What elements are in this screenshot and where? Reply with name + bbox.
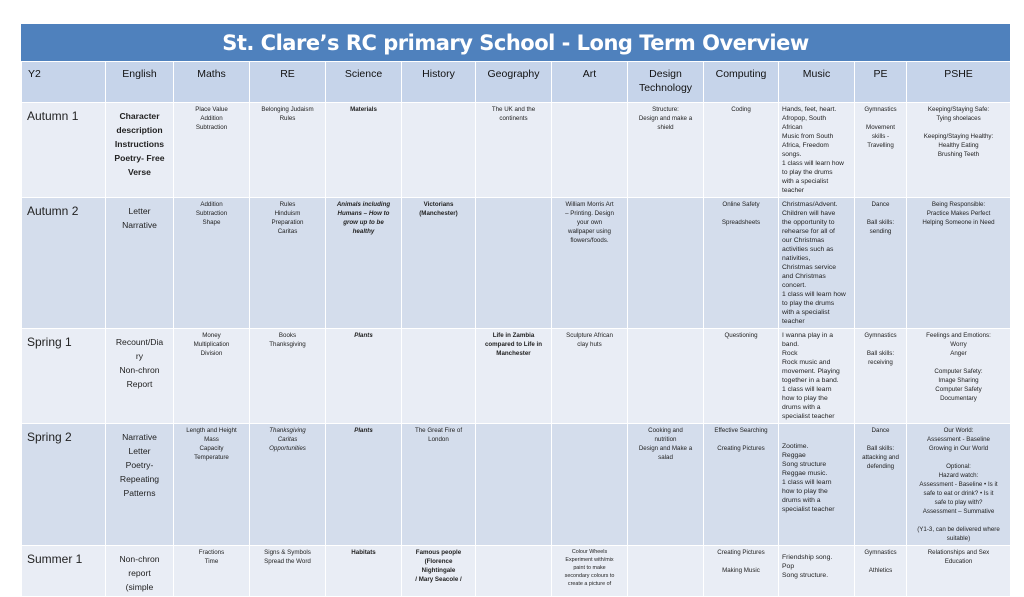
cell-history: Famous people (Florence Nightingale / Mary Seacole / bbox=[402, 546, 476, 597]
cell-geography bbox=[476, 198, 552, 329]
cell-design-technology bbox=[628, 546, 704, 597]
cell-pshe: Being Responsible: Practice Makes Perfect Helping Someone in Need bbox=[907, 198, 1011, 329]
header-art: Art bbox=[552, 62, 628, 103]
table-row bbox=[22, 329, 1011, 424]
cell-science: Plants bbox=[326, 424, 402, 546]
cell-art bbox=[552, 424, 628, 546]
cell-pshe: Keeping/Staying Safe: Tying shoelaces Keeping/Staying Healthy: Healthy Eating Brushing Teeth bbox=[907, 103, 1011, 198]
cell-design-technology: Structure: Design and make a shield bbox=[628, 103, 704, 198]
cell-english: Letter Narrative bbox=[106, 198, 174, 329]
cell-english: Narrative Letter Poetry- Repeating Patterns bbox=[106, 424, 174, 546]
cell-design-technology bbox=[628, 329, 704, 424]
cell-computing: Effective Searching Creating Pictures bbox=[704, 424, 779, 546]
header-music: Music bbox=[779, 62, 855, 103]
cell-design-technology bbox=[628, 198, 704, 329]
cell-art: Colour Wheels Experiment with/mix paint to make secondary colours to create a picture of bbox=[552, 546, 628, 597]
cell-geography bbox=[476, 546, 552, 597]
table-row bbox=[22, 103, 1011, 198]
cell-design-technology: Cooking and nutrition Design and Make a salad bbox=[628, 424, 704, 546]
cell-art bbox=[552, 103, 628, 198]
cell-pe: Gymnastics Athletics bbox=[855, 546, 907, 597]
cell-music: Friendship song. Pop Song structure. bbox=[779, 546, 855, 597]
term-label: Spring 1 bbox=[22, 329, 106, 424]
term-label: Autumn 2 bbox=[22, 198, 106, 329]
term-label: Summer 1 bbox=[22, 546, 106, 597]
cell-re: Rules Hinduism Preparation Caritas bbox=[250, 198, 326, 329]
cell-computing: Online Safety Spreadsheets bbox=[704, 198, 779, 329]
cell-english: Character description Instructions Poetry- Free Verse bbox=[106, 103, 174, 198]
cell-maths: Length and Height Mass Capacity Temperature bbox=[174, 424, 250, 546]
cell-art: William Morris Art – Printing. Design your own wallpaper using flowers/foods. bbox=[552, 198, 628, 329]
header-english: English bbox=[106, 62, 174, 103]
header-geography: Geography bbox=[476, 62, 552, 103]
cell-pe: Dance Ball skills: sending bbox=[855, 198, 907, 329]
term-label: Autumn 1 bbox=[22, 103, 106, 198]
cell-science: Animals including Humans – How to grow up to be healthy bbox=[326, 198, 402, 329]
table-row bbox=[22, 546, 1011, 597]
year-label: Y2 bbox=[22, 62, 106, 103]
page-title: St. Clare’s RC primary School - Long Term Overview bbox=[21, 24, 1010, 61]
cell-english: Non-chron report (simple bbox=[106, 546, 174, 597]
cell-art: Sculpture African clay huts bbox=[552, 329, 628, 424]
table-row bbox=[22, 198, 1011, 329]
cell-pshe: Relationships and Sex Education bbox=[907, 546, 1011, 597]
cell-history: Victorians (Manchester) bbox=[402, 198, 476, 329]
cell-science: Habitats bbox=[326, 546, 402, 597]
cell-history bbox=[402, 103, 476, 198]
cell-music: Hands, feet, heart. Afropop, South African Music from South Africa, Freedom songs. 1 class will learn how to play the drums with a specialist teacher bbox=[779, 103, 855, 198]
header-pshe: PSHE bbox=[907, 62, 1011, 103]
overview-table bbox=[21, 61, 1011, 597]
cell-english: Recount/Dia ry Non-chron Report bbox=[106, 329, 174, 424]
header-maths: Maths bbox=[174, 62, 250, 103]
cell-re: Belonging Judaism Rules bbox=[250, 103, 326, 198]
cell-maths: Place Value Addition Subtraction bbox=[174, 103, 250, 198]
header-re: RE bbox=[250, 62, 326, 103]
header-design-technology: Design Technology bbox=[628, 62, 704, 103]
cell-history: The Great Fire of London bbox=[402, 424, 476, 546]
cell-computing: Creating Pictures Making Music bbox=[704, 546, 779, 597]
cell-history bbox=[402, 329, 476, 424]
cell-computing: Questioning bbox=[704, 329, 779, 424]
header-row bbox=[22, 62, 1011, 103]
cell-re: Thanksgiving Caritas Opportunities bbox=[250, 424, 326, 546]
cell-maths: Addition Subtraction Shape bbox=[174, 198, 250, 329]
cell-pshe: Feelings and Emotions: Worry Anger Computer Safety: Image Sharing Computer Safety Documentary bbox=[907, 329, 1011, 424]
cell-music: Christmas/Advent. Children will have the opportunity to rehearse for all of our Christmas activities such as nativities, Christmas service and Christmas concert. 1 class will learn how to play the drums with a specialist teacher bbox=[779, 198, 855, 329]
header-pe: PE bbox=[855, 62, 907, 103]
header-computing: Computing bbox=[704, 62, 779, 103]
cell-science: Materials bbox=[326, 103, 402, 198]
cell-pe: Gymnastics Movement skills - Travelling bbox=[855, 103, 907, 198]
term-label: Spring 2 bbox=[22, 424, 106, 546]
cell-music: Zootime. Reggae Song structure Reggae music. 1 class will learn how to play the drums with a specialist teacher bbox=[779, 424, 855, 546]
cell-computing: Coding bbox=[704, 103, 779, 198]
header-history: History bbox=[402, 62, 476, 103]
header-science: Science bbox=[326, 62, 402, 103]
cell-geography: The UK and the continents bbox=[476, 103, 552, 198]
table-row bbox=[22, 424, 1011, 546]
cell-science: Plants bbox=[326, 329, 402, 424]
cell-pshe: Our World: Assessment - Baseline Growing in Our World Optional: Hazard watch: Assessment - Baseline • Is it safe to eat or drink? • Is it safe to play with? Assessment – Summative (Y1-3, can be delivered where suitable) bbox=[907, 424, 1011, 546]
cell-maths: Money Multiplication Division bbox=[174, 329, 250, 424]
cell-re: Signs & Symbols Spread the Word bbox=[250, 546, 326, 597]
cell-geography bbox=[476, 424, 552, 546]
cell-pe: Gymnastics Ball skills: receiving bbox=[855, 329, 907, 424]
cell-geography: Life in Zambia compared to Life in Manchester bbox=[476, 329, 552, 424]
cell-music: I wanna play in a band. Rock Rock music and movement. Playing together in a band. 1 class will learn how to play the drums with a specialist teacher bbox=[779, 329, 855, 424]
cell-maths: Fractions Time bbox=[174, 546, 250, 597]
cell-pe: Dance Ball skills: attacking and defending bbox=[855, 424, 907, 546]
cell-re: Books Thanksgiving bbox=[250, 329, 326, 424]
